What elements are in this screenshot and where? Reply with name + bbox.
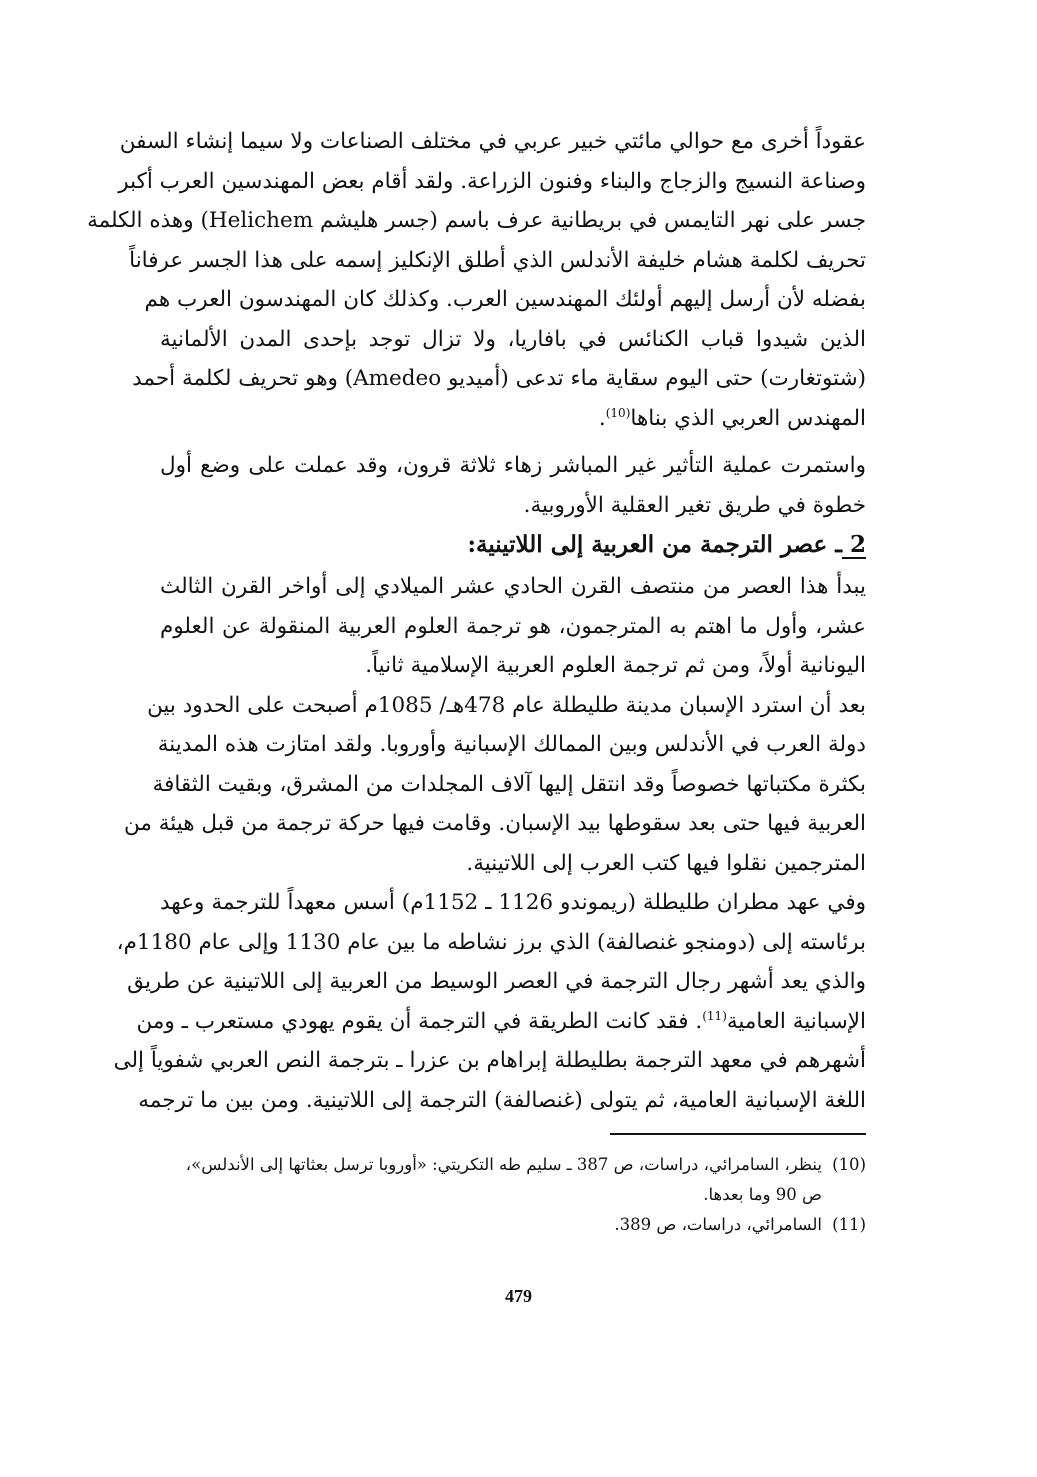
text-line: خطوة في طريق تغير العقلية الأوروبية. (523, 492, 866, 518)
text-fragment: . فقد كانت الطريقة في الترجمة أن يقوم يهودي مستعرب ـ ومن (136, 1008, 703, 1034)
page-body (87, 122, 867, 1120)
text-line: عقوداً أخرى مع حوالي مائتي خبير عربي في مختلف الصناعات ولا سيما إنشاء السفن (119, 129, 866, 154)
footnote-item (160, 1210, 866, 1240)
text-line (160, 399, 866, 439)
text-line: اللغة الإسبانية العامية، ثم يتولى (غنصالفة) الترجمة إلى اللاتينية. ومن بين ما ترجمه (138, 1087, 866, 1113)
section-number-text: 2 ـ (835, 531, 866, 558)
text-line: تحريف لكلمة هشام خليفة الأندلس الذي أطلق الإنكليز إسمه على هذا الجسر عرفاناً (129, 247, 866, 273)
text-line: اليونانية أولاً، ومن ثم ترجمة العلوم العربية الإسلامية ثانياً. (365, 653, 866, 678)
text-line: (شتوتغارت) حتى اليوم سقاية ماء تدعى (أميديو Amedeo) وهو تحريف لكلمة أحمد (132, 366, 866, 391)
footnote-text (160, 1150, 822, 1210)
heading-underline (842, 557, 866, 559)
text-line: وصناعة النسيج والزجاج والبناء وفنون الزراعة. ولقد أقام بعض المهندسين العرب أكبر (118, 168, 866, 194)
page-number: 479 (505, 1286, 532, 1306)
text-fragment: المهندس العربي الذي بناها (630, 405, 866, 431)
text-line: بفضله لأن أرسل إليهم أولئك المهندسين العرب. وكذلك كان المهندسون العرب هم (144, 287, 866, 312)
paragraph-2 (160, 446, 866, 525)
footnote-mark: (11) (832, 1215, 866, 1234)
paragraph-3 (160, 567, 866, 686)
paragraph-5 (113, 883, 867, 1120)
text-line: الذين شيدوا قباب الكنائس في بافاريا، ولا تزال توجد بإحدى المدن الألمانية (160, 326, 866, 352)
footnote-mark: (10) (832, 1155, 866, 1174)
footnote-line: ينظر، السامرائي، دراسات، ص 387 ـ سليم طه التكريتي: «أوروبا ترسل بعثاتها إلى الأندلس»، (185, 1155, 822, 1174)
text-line: المترجمين نقلوا فيها كتب العرب إلى اللاتينية. (466, 850, 866, 876)
text-fragment: . (598, 405, 606, 431)
footnote-reference: (11) (702, 1008, 727, 1023)
section-number (835, 527, 866, 563)
text-line (136, 1002, 866, 1042)
paragraph-4 (124, 686, 866, 884)
text-line: بعد أن استرد الإسبان مدينة طليطلة عام 478هـ/ 1085م أصبحت على الحدود بين (147, 692, 866, 718)
text-line: يبدأ هذا العصر من منتصف القرن الحادي عشر الميلادي إلى أواخر القرن الثالث (160, 574, 866, 599)
text-line: دولة العرب في الأندلس وبين الممالك الإسبانية وأوروبا. ولقد امتازت هذه المدينة (157, 732, 866, 757)
text-line: جسر على نهر التايمس في بريطانية عرف باسم (جسر هليشم Helichem) وهذه الكلمة (87, 208, 866, 233)
footnote-separator (610, 1133, 866, 1135)
text-fragment: الإسبانية العامية (726, 1008, 866, 1034)
footnote-reference: (10) (605, 405, 631, 420)
text-line: عشر، وأول ما اهتم به المترجمون، هو ترجمة العلوم العربية المنقولة عن العلوم (160, 613, 866, 639)
text-line: برئاسته إلى (دومنجو غنصالفة) الذي برز نشاطه ما بين عام 1130 وإلى عام 1180م، (116, 929, 866, 955)
text-line: وفي عهد مطران طليطلة (ريموندو 1126 ـ 1152م) أسس معهداً للترجمة وعهد (160, 890, 867, 915)
text-line: والذي يعد أشهر رجال الترجمة في العصر الوسيط من العربية إلى اللاتينية عن طريق (127, 969, 866, 994)
text-line: العربية فيها حتى بعد سقوطها بيد الإسبان. وقامت فيها حركة ترجمة من قبل هيئة من (124, 811, 866, 836)
footnote-line: ص 90 وما بعدها. (703, 1185, 822, 1204)
paragraph-1 (87, 122, 866, 438)
footnote-item (160, 1150, 866, 1210)
footnotes (160, 1150, 866, 1240)
text-line: بكثرة مكتباتها خصوصاً وقد انتقل إليها آلاف المجلدات من المشرق، وبقيت الثقافة (152, 771, 866, 797)
section-heading (160, 527, 866, 563)
text-line: واستمرت عملية التأثير غير المباشر زهاء ثلاثة قرون، وقد عملت على وضع أول (160, 453, 866, 478)
footnote-line: السامرائي، دراسات، ص 389. (614, 1215, 822, 1234)
text-line: أشهرهم في معهد الترجمة بطليطلة إبراهام بن عزرا ـ بترجمة النص العربي شفوياً إلى (113, 1048, 866, 1073)
footnote-text (160, 1210, 822, 1240)
section-title: عصر الترجمة من العربية إلى اللاتينية: (467, 531, 828, 558)
